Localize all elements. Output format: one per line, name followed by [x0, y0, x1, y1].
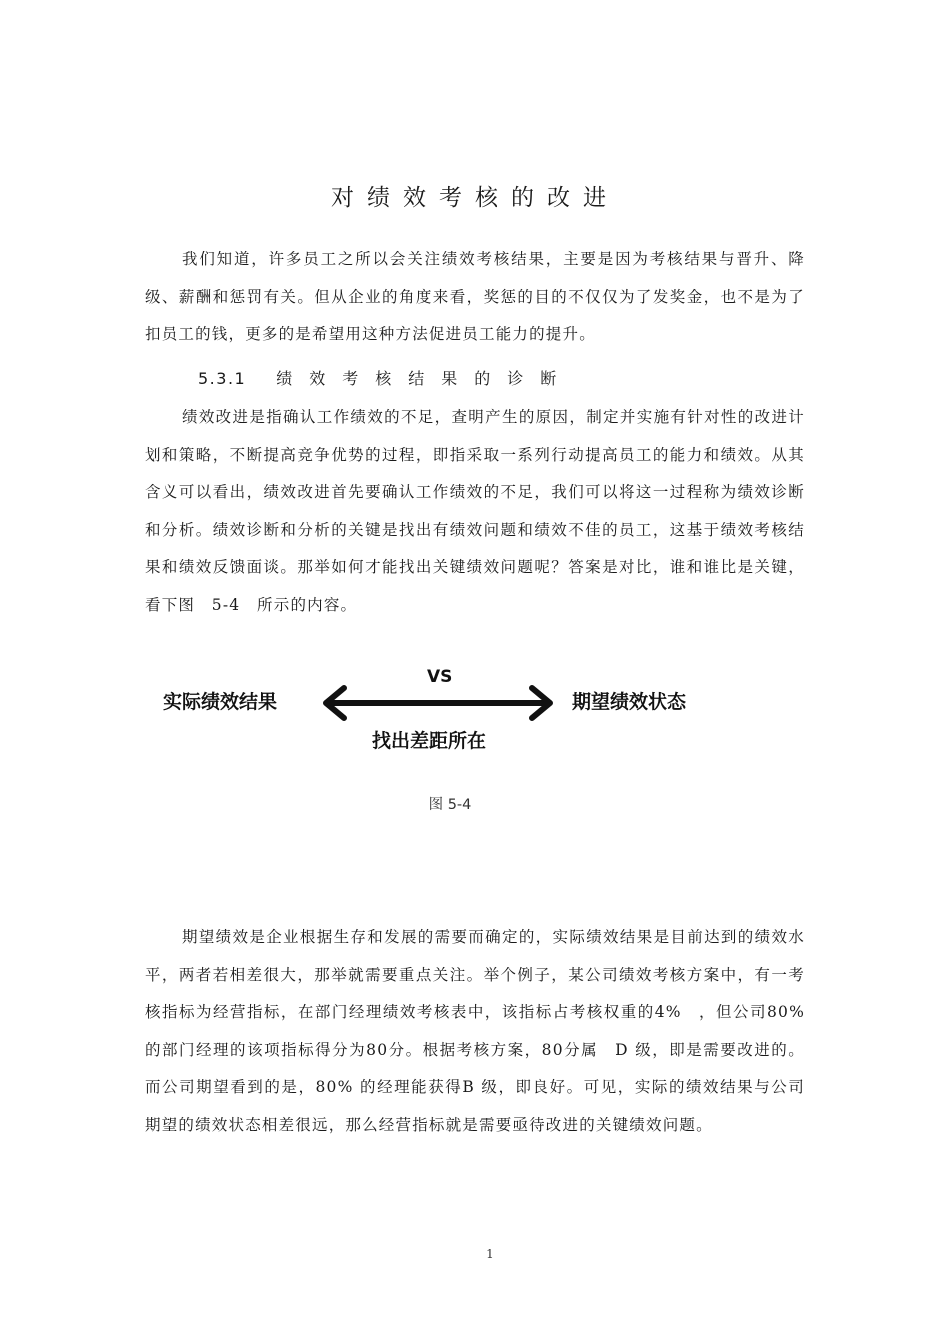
paragraph-improvement: 绩效改进是指确认工作绩效的不足，查明产生的原因，制定并实施有针对性的改进计划和策略，不断提高竞争优势的过程，即指采取一系列行动提高员工的能力和绩效。从其含义可以看出，绩效改进首先要确认工作绩效的不足，我们可以将这一过程称为绩效诊断和分析。绩效诊断和分析的关键是找出有绩效问题和绩效不佳的员工，这基于绩效考核结果和绩效反馈面谈。那举如何才能找出关键绩效问题呢？答案是对比，谁和谁比是关键，看下图 5-4 所示的内容。 — [145, 408, 805, 614]
paragraph-example: 期望绩效是企业根据生存和发展的需要而确定的，实际绩效结果是目前达到的绩效水平，两者若相差很大，那举就需要重点关注。举个例子，某公司绩效考核方案中，有一考核指标为经营指标，在部门经理绩效考核表中，该指标占考核权重的4% ，但公司80% 的部门经理的该项指标得分为80分。根据考核方案，80分属 D 级，即是需要改进的。而公司期望看到的是，80% 的经理能获得B 级，即良好。可见，实际的绩效结果与公司期望的绩效状态相差很远，那么经营指标就是需要亟待改进的关键绩效问题。 — [145, 928, 805, 1134]
section-title: 绩效考核结果的诊断 — [276, 369, 574, 388]
section-heading — [198, 365, 573, 393]
page-number: 1 — [486, 1247, 494, 1261]
paragraph-intro: 我们知道，许多员工之所以会关注绩效考核结果，主要是因为考核结果与晋升、降级、薪酬和惩罚有关。但从企业的角度来看，奖惩的目的不仅仅为了发奖金，也不是为了扣员工的钱，更多的是希望用这种方法促进员工能力的提升。 — [145, 250, 805, 343]
section-number: 5.3.1 — [198, 369, 247, 388]
figure-bottom-label: 找出差距所在 — [372, 730, 487, 752]
double-arrow-icon — [320, 685, 556, 721]
figure-vs-label: VS — [427, 667, 453, 687]
figure-left-label: 实际绩效结果 — [163, 691, 278, 713]
figure-caption: 图 5-4 — [428, 797, 472, 813]
figure-right-label: 期望绩效状态 — [572, 691, 687, 713]
page-title: 对绩效考核的改进 — [331, 185, 619, 211]
figure-5-4 — [150, 655, 800, 765]
